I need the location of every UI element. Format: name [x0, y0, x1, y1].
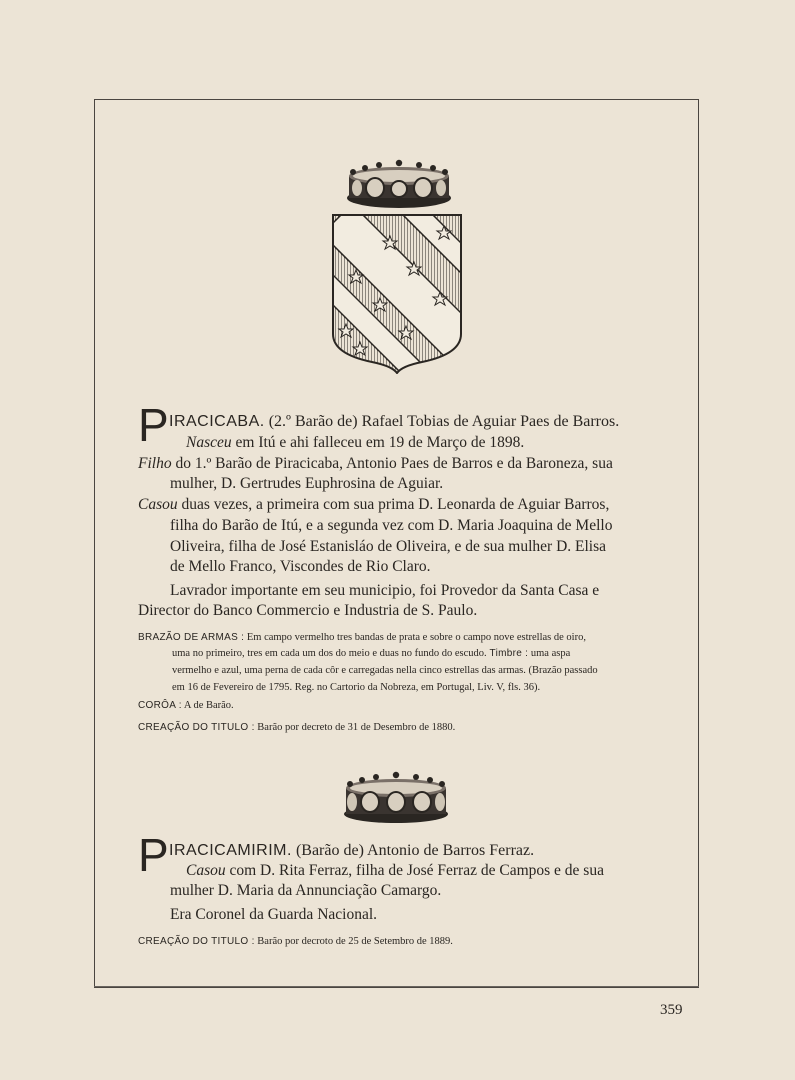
entry-line: Director do Banco Commercio e Industria de S. Paulo. — [138, 602, 478, 619]
label: Timbre : — [486, 648, 529, 659]
coat-of-arms-shield — [332, 214, 462, 374]
barons-crown-icon — [343, 158, 455, 210]
entry-line: Era Coronel da Guarda Nacional. — [170, 906, 378, 923]
text: Barão por decreto de 31 de Desembro de 1880. — [254, 722, 456, 733]
entry-title: IRACICABA. — [169, 413, 265, 430]
text: Em campo vermelho tres bandas de prata e sobre o campo nove estrellas de oiro, — [244, 632, 586, 643]
brazao-line — [138, 629, 586, 646]
creacao-line — [138, 933, 453, 950]
creacao-line — [138, 719, 455, 736]
label: CREAÇÃO DO TITULO : — [138, 936, 255, 947]
entry-title: IRACICAMIRIM. — [169, 842, 292, 859]
page-number: 359 — [660, 1002, 683, 1018]
italic-word: Casou — [138, 496, 178, 513]
entry-heading — [169, 411, 619, 432]
label: CREAÇÃO DO TITULO : — [138, 722, 255, 733]
text: duas vezes, a primeira com sua prima D. Leonarda de Aguiar Barros, — [177, 496, 610, 513]
entry-line: Lavrador importante em seu municipio, foi Provedor da Santa Casa e — [170, 582, 600, 599]
drop-cap: P — [138, 829, 169, 881]
coroa-line — [138, 697, 234, 714]
entry-line: de Mello Franco, Viscondes de Rio Claro. — [170, 558, 431, 575]
text: A de Barão. — [181, 700, 234, 711]
entry-line — [186, 433, 524, 453]
entry-line: filha do Barão de Itú, e a segunda vez com D. Maria Joaquina de Mello — [170, 517, 613, 534]
entry-line: Oliveira, filha de José Estanisláo de Oliveira, e de sua mulher D. Elisa — [170, 538, 607, 555]
brazao-line — [172, 645, 570, 662]
entry-line: mulher, D. Gertrudes Euphrosina de Aguiar. — [170, 475, 444, 492]
entry-title-suffix: (2.º Barão de) Rafael Tobias de Aguiar Paes de Barros. — [264, 413, 620, 430]
entry-title-suffix: (Barão de) Antonio de Barros Ferraz. — [291, 842, 535, 859]
text: com D. Rita Ferraz, filha de José Ferraz de Campos e de sua — [225, 862, 604, 879]
label: BRAZÃO DE ARMAS : — [138, 632, 245, 643]
brazao-line: vermelho e azul, uma perna de cada côr e carregadas nella cinco estrellas das armas. (Brazão passado — [172, 665, 598, 676]
text: do 1.º Barão de Piracicaba, Antonio Paes de Barros e da Baroneza, sua — [171, 455, 613, 472]
entry-line — [138, 454, 613, 474]
entry-line — [138, 495, 609, 515]
barons-crown-icon — [340, 770, 452, 824]
text: Barão por decroto de 25 de Setembro de 1889. — [254, 936, 453, 947]
italic-word: Filho — [138, 455, 172, 472]
label: CORÔA : — [138, 700, 182, 711]
drop-cap: P — [138, 399, 169, 451]
entry-line — [186, 861, 604, 881]
italic-word: Casou — [186, 862, 226, 879]
text: uma aspa — [528, 648, 571, 659]
italic-word: Nasceu — [186, 434, 232, 451]
text: uma no primeiro, tres em cada um dos do meio e duas no fundo do escudo. — [172, 648, 487, 659]
text: em Itú e ahi falleceu em 19 de Março de 1898. — [231, 434, 525, 451]
entry-heading — [169, 840, 534, 861]
page-border-shadow — [94, 986, 699, 987]
entry-line: mulher D. Maria da Annunciação Camargo. — [170, 882, 442, 899]
brazao-line: em 16 de Fevereiro de 1795. Reg. no Cartorio da Nobreza, em Portugal, Liv. V, fls. 36). — [172, 682, 541, 693]
